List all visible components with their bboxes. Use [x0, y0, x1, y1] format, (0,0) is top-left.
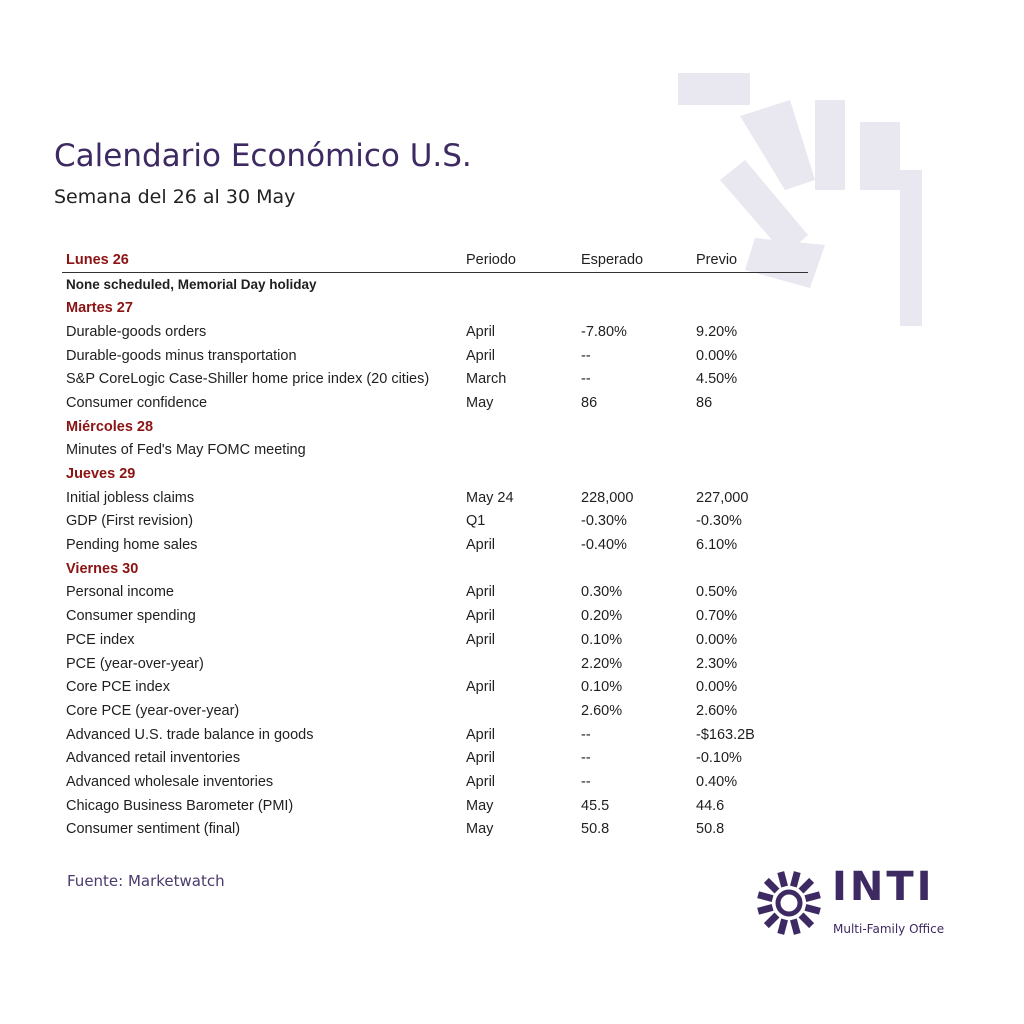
event-period: April	[466, 726, 496, 743]
event-expected: -7.80%	[581, 323, 627, 340]
event-expected	[577, 439, 692, 463]
event-expected: --	[581, 726, 591, 743]
event-name: Advanced wholesale inventories	[66, 773, 274, 790]
table-row	[62, 746, 808, 770]
event-expected: 0.30%	[581, 584, 623, 601]
day-heading: Viernes 30	[66, 560, 139, 577]
event-name: Durable-goods orders	[66, 323, 207, 340]
event-previous: 44.6	[696, 797, 725, 814]
event-previous: 227,000	[696, 489, 749, 506]
day-heading: Jueves 29	[66, 466, 136, 483]
logo-name: INTI	[832, 864, 935, 910]
event-period: May 24	[466, 489, 514, 506]
table-row	[62, 510, 808, 534]
event-name: Advanced retail inventories	[66, 750, 241, 767]
event-previous: -0.30%	[696, 513, 742, 530]
event-expected: 2.60%	[581, 702, 623, 719]
event-expected: 0.20%	[581, 608, 623, 625]
event-previous: 86	[696, 394, 713, 411]
event-name: Core PCE (year-over-year)	[66, 702, 240, 719]
event-previous: 0.40%	[696, 773, 738, 790]
event-previous: 0.50%	[696, 584, 738, 601]
event-expected: 0.10%	[581, 631, 623, 648]
event-period: April	[466, 679, 496, 696]
event-period: March	[466, 371, 507, 388]
event-expected: 50.8	[581, 821, 610, 838]
event-period: April	[466, 773, 496, 790]
event-expected: 0.10%	[581, 679, 623, 696]
table-row	[62, 699, 808, 723]
day-heading: Miércoles 28	[66, 418, 154, 435]
event-period: April	[466, 537, 496, 554]
event-expected: 228,000	[581, 489, 634, 506]
event-name: S&P CoreLogic Case-Shiller home price index (20 cities)	[66, 371, 430, 388]
logo-tagline: Multi-Family Office	[833, 922, 945, 936]
table-row	[62, 486, 808, 510]
event-previous: 0.70%	[696, 608, 738, 625]
economic-calendar-table	[62, 248, 808, 841]
event-period	[462, 652, 577, 676]
event-name: Consumer confidence	[66, 394, 208, 411]
event-expected: 2.20%	[581, 655, 623, 672]
event-expected: 86	[581, 394, 598, 411]
table-row	[62, 581, 808, 605]
event-name: Durable-goods minus transportation	[66, 347, 297, 364]
event-name: Chicago Business Barometer (PMI)	[66, 797, 294, 814]
event-expected: -0.30%	[581, 513, 627, 530]
event-period: April	[466, 584, 496, 601]
event-name: PCE index	[66, 631, 135, 648]
table-row	[62, 604, 808, 628]
event-name: Advanced U.S. trade balance in goods	[66, 726, 314, 743]
event-name: Consumer sentiment (final)	[66, 821, 241, 838]
table-row	[62, 652, 808, 676]
event-name: Core PCE index	[66, 679, 170, 696]
event-expected: --	[581, 750, 591, 767]
event-previous: 0.00%	[696, 679, 738, 696]
table-row	[62, 439, 808, 463]
event-previous: -0.10%	[696, 750, 742, 767]
event-expected: --	[581, 773, 591, 790]
event-period: May	[466, 394, 494, 411]
event-period: April	[466, 608, 496, 625]
day-heading-row	[62, 296, 808, 320]
event-name: GDP (First revision)	[66, 513, 194, 530]
table-note-row	[62, 272, 808, 296]
event-expected: --	[581, 371, 591, 388]
event-expected: --	[581, 347, 591, 364]
event-name: Consumer spending	[66, 608, 196, 625]
event-period: May	[466, 821, 494, 838]
page-title: Calendario Económico U.S.	[54, 138, 472, 174]
column-header-previous: Previo	[692, 248, 808, 272]
brand-logo	[756, 864, 956, 944]
event-period: Q1	[466, 513, 486, 530]
table-row	[62, 723, 808, 747]
day-heading-row	[62, 415, 808, 439]
table-row	[62, 818, 808, 842]
source-note: Fuente: Marketwatch	[67, 872, 225, 890]
table-row	[62, 770, 808, 794]
event-previous: 2.60%	[696, 702, 738, 719]
table-row	[62, 794, 808, 818]
table-row	[62, 675, 808, 699]
event-previous: 2.30%	[696, 655, 738, 672]
event-expected: -0.40%	[581, 537, 627, 554]
event-period: May	[466, 797, 494, 814]
event-previous	[692, 439, 808, 463]
event-period: April	[466, 631, 496, 648]
event-period: April	[466, 750, 496, 767]
day-heading: Martes 27	[66, 300, 133, 317]
table-row	[62, 628, 808, 652]
event-period	[462, 439, 577, 463]
event-expected: 45.5	[581, 797, 610, 814]
event-previous: 9.20%	[696, 323, 738, 340]
event-previous: 50.8	[696, 821, 725, 838]
event-previous: -$163.2B	[696, 726, 755, 743]
table-row	[62, 391, 808, 415]
event-previous: 6.10%	[696, 537, 738, 554]
table-row	[62, 320, 808, 344]
event-name: Initial jobless claims	[66, 489, 195, 506]
table-row	[62, 344, 808, 368]
event-previous: 0.00%	[696, 347, 738, 364]
day-heading: Lunes 26	[62, 248, 462, 272]
column-header-expected: Esperado	[577, 248, 692, 272]
day-heading-row	[62, 462, 808, 486]
event-name: Minutes of Fed's May FOMC meeting	[66, 442, 306, 459]
day-heading-row	[62, 557, 808, 581]
event-name: Pending home sales	[66, 537, 198, 554]
event-previous: 0.00%	[696, 631, 738, 648]
table-header-row	[62, 248, 808, 272]
column-header-period: Periodo	[462, 248, 577, 272]
event-period: April	[466, 347, 496, 364]
event-period	[462, 699, 577, 723]
sun-logo-icon	[756, 870, 822, 936]
event-period: April	[466, 323, 496, 340]
table-row	[62, 367, 808, 391]
holiday-note: None scheduled, Memorial Day holiday	[66, 277, 317, 293]
event-name: Personal income	[66, 584, 174, 601]
page-subtitle: Semana del 26 al 30 May	[54, 186, 296, 208]
event-previous: 4.50%	[696, 371, 738, 388]
event-name: PCE (year-over-year)	[66, 655, 204, 672]
table-row	[62, 533, 808, 557]
